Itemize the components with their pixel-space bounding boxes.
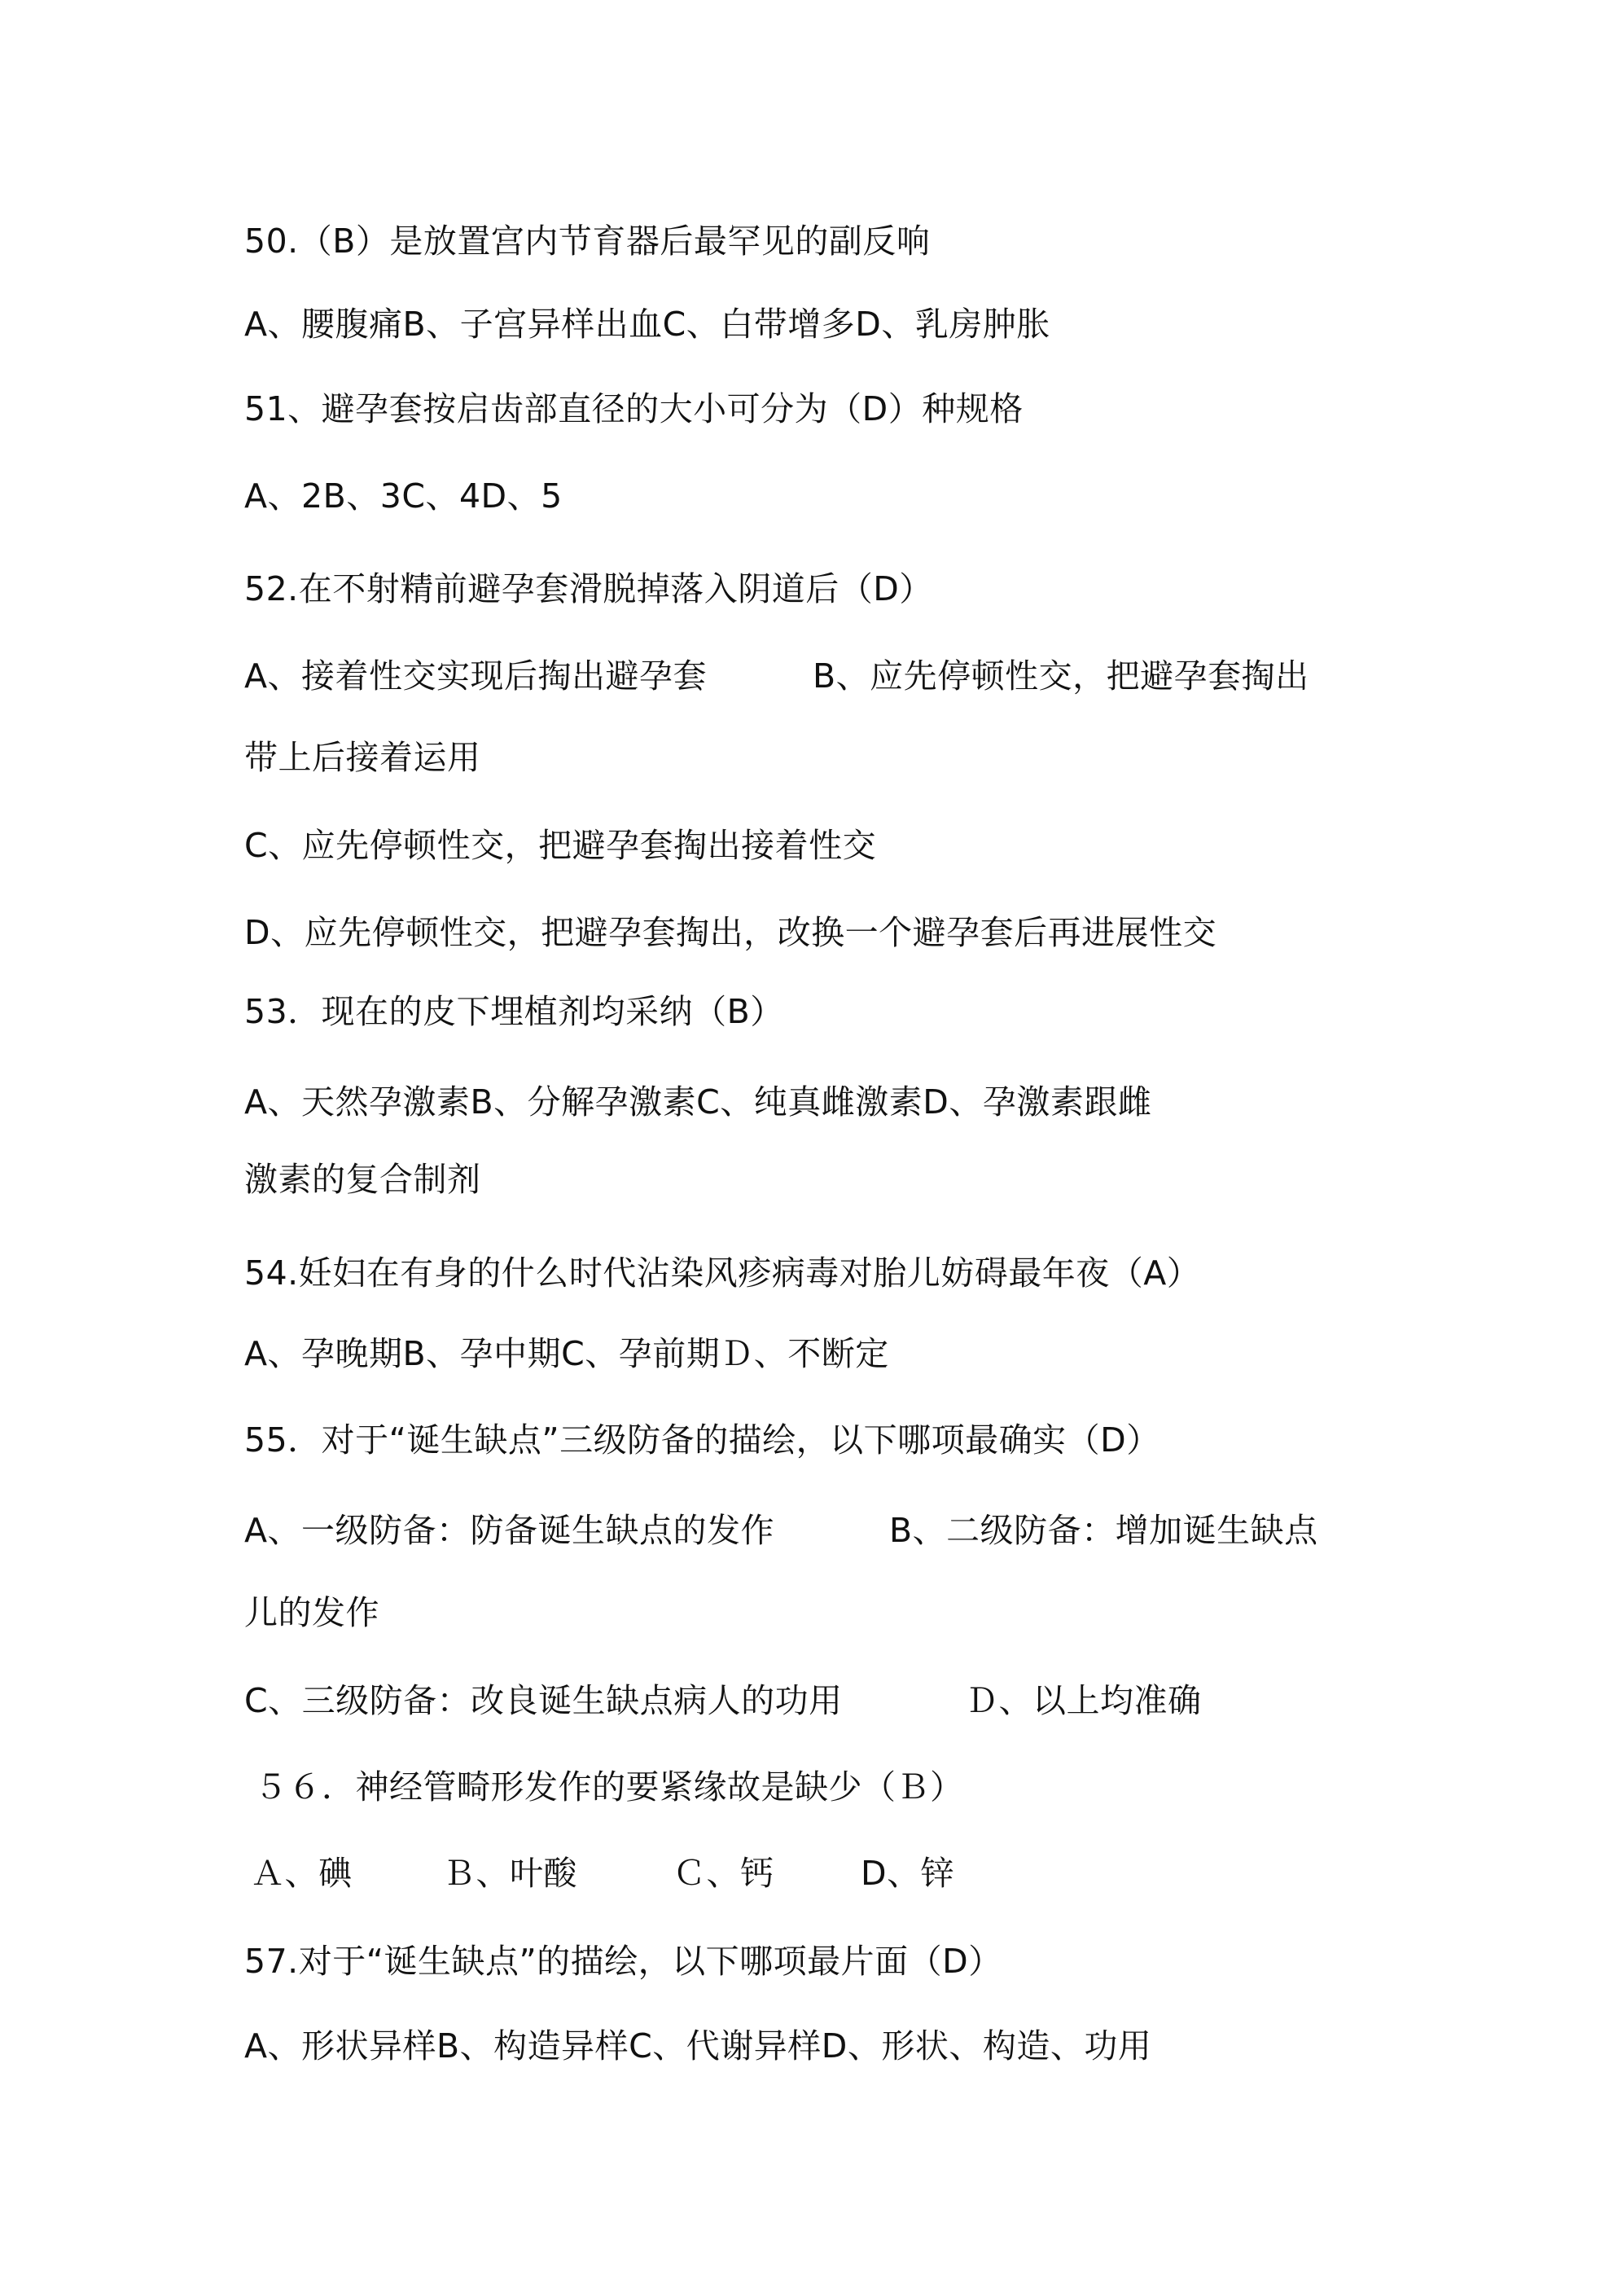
- question-53-options: A、天然孕激素B、分解孕激素C、纯真雌激素D、孕激素跟雌: [244, 1082, 1152, 1122]
- question-52-option-b-continued: 带上后接着运用: [244, 738, 481, 777]
- question-54-stem: 54.妊妇在有身的什么时代沾染风疹病毒对胎儿妨碍最年夜（A）: [244, 1253, 1201, 1293]
- question-56-option-a: Ａ、碘: [251, 1854, 353, 1893]
- question-56-option-b: Ｂ、叶酸: [442, 1854, 577, 1893]
- question-53-options-continued: 激素的复合制剂: [244, 1160, 481, 1199]
- question-50-options: A、腰腹痛B、子宫异样出血C、白带增多D、乳房肿胀: [244, 305, 1050, 344]
- question-52-option-c: C、应先停顿性交，把避孕套掏出接着性交: [244, 826, 877, 865]
- question-55-option-b: B、二级防备：增加诞生缺点: [889, 1511, 1318, 1550]
- question-56-option-c: Ｃ、钙: [673, 1854, 774, 1893]
- question-52-option-b: B、应先停顿性交，把避孕套掏出: [813, 656, 1309, 696]
- question-51-options: A、2B、3C、4D、5: [244, 476, 563, 516]
- question-52-option-a: A、接着性交实现后掏出避孕套: [244, 656, 708, 696]
- question-56-option-d: D、锌: [861, 1854, 955, 1893]
- question-55-stem: 55．对于“诞生缺点”三级防备的描绘，以下哪项最确实（D）: [244, 1420, 1160, 1460]
- question-55-option-b-continued: 儿的发作: [244, 1593, 379, 1632]
- question-54-options: A、孕晚期B、孕中期C、孕前期Ｄ、不断定: [244, 1334, 889, 1373]
- question-53-stem: 53．现在的皮下埋植剂均采纳（B）: [244, 992, 784, 1031]
- question-52-option-d: D、应先停顿性交，把避孕套掏出，改换一个避孕套后再进展性交: [244, 913, 1217, 952]
- question-56-stem: ５６．神经管畸形发作的要紧缘故是缺少（Ｂ）: [254, 1767, 964, 1807]
- question-55-option-d: Ｄ、以上均准确: [965, 1681, 1202, 1720]
- question-51-stem: 51、避孕套按启齿部直径的大小可分为（D）种规格: [244, 389, 1024, 428]
- question-52-stem: 52.在不射精前避孕套滑脱掉落入阴道后（D）: [244, 569, 933, 608]
- question-57-options: A、形状异样B、构造异样C、代谢异样D、形状、构造、功用: [244, 2026, 1152, 2066]
- question-55-option-a: A、一级防备：防备诞生缺点的发作: [244, 1511, 775, 1550]
- question-55-option-c: C、三级防备：改良诞生缺点病人的功用: [244, 1681, 843, 1720]
- question-50-stem: 50.（B）是放置宫内节育器后最罕见的副反响: [244, 222, 931, 261]
- question-57-stem: 57.对于“诞生缺点”的描绘，以下哪项最片面（D）: [244, 1942, 1002, 1981]
